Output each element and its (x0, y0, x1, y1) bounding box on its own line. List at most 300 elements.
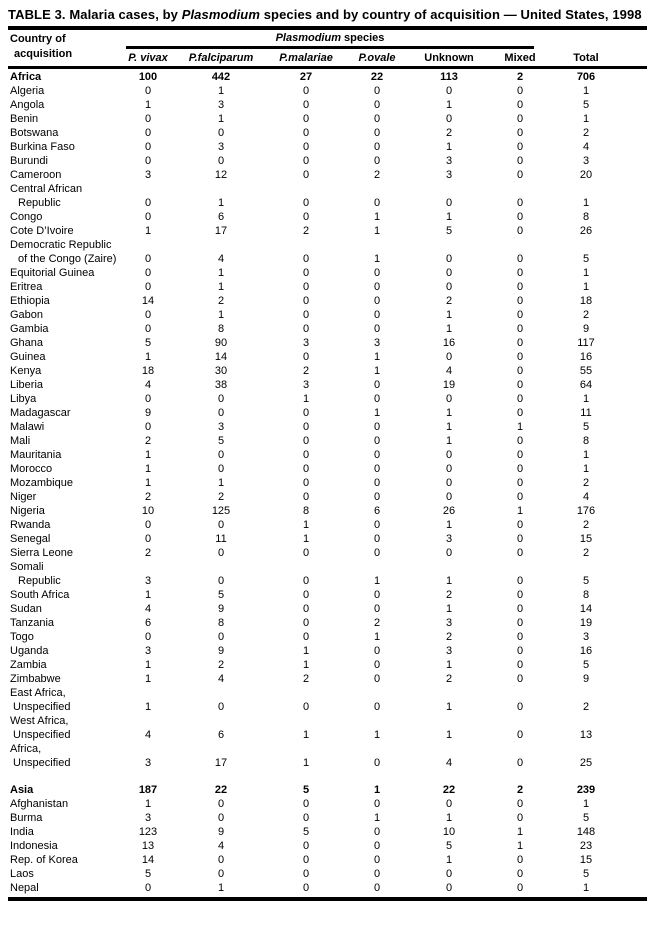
country-cell: Indonesia (10, 840, 58, 852)
p-vivax-cell: 2 (144, 491, 152, 503)
total-cell: 8 (582, 211, 590, 223)
p-malariae-cell: 0 (302, 547, 310, 559)
p-ovale-cell: 1 (373, 407, 381, 419)
table-row (8, 266, 646, 280)
country-cell: Mali (10, 435, 31, 447)
p-ovale-cell: 0 (373, 757, 381, 769)
unknown-cell: 26 (442, 505, 456, 517)
total-cell: 3 (582, 631, 590, 643)
p-vivax-cell: 187 (138, 784, 158, 796)
mixed-cell: 0 (516, 267, 524, 279)
p-malariae-cell: 5 (302, 784, 310, 796)
unknown-cell: 0 (445, 113, 453, 125)
p-malariae-cell: 0 (302, 169, 310, 181)
table-row (8, 182, 646, 210)
title-part2: species and by country of acquisition — United States, 1998 (260, 7, 642, 22)
p-falciparum-cell: 0 (217, 519, 225, 531)
mixed-cell: 0 (516, 547, 524, 559)
country-cell: Madagascar (10, 407, 71, 419)
country-cell: Congo (10, 211, 43, 223)
table-row (8, 392, 646, 406)
p-ovale-cell: 0 (373, 603, 381, 615)
country-cell: Tanzania (10, 617, 55, 629)
unknown-cell: 0 (445, 868, 453, 880)
country-cell: Kenya (10, 365, 42, 377)
country-cell: Laos (10, 868, 34, 880)
p-ovale-cell: 0 (373, 645, 381, 657)
unknown-cell: 1 (445, 435, 453, 447)
total-cell: 26 (579, 225, 593, 237)
p-falciparum-cell: 1 (217, 309, 225, 321)
p-falciparum-cell: 30 (214, 365, 228, 377)
p-ovale-cell: 0 (373, 854, 381, 866)
p-malariae-cell: 1 (302, 645, 310, 657)
mixed-cell: 0 (516, 533, 524, 545)
p-falciparum-cell: 0 (217, 407, 225, 419)
mixed-cell: 0 (516, 701, 524, 713)
p-vivax-cell: 0 (144, 267, 152, 279)
country-cell: Cameroon (10, 169, 62, 181)
p-falciparum-cell: 0 (217, 631, 225, 643)
country-cell: Burma (10, 812, 43, 824)
p-malariae-cell: 0 (302, 854, 310, 866)
p-vivax-cell: 0 (144, 309, 152, 321)
table-row (8, 783, 646, 797)
table-row (8, 210, 646, 224)
total-cell: 5 (582, 812, 590, 824)
p-falciparum-cell: 5 (217, 589, 225, 601)
p-vivax-cell: 3 (144, 645, 152, 657)
species-group-rest: species (340, 32, 385, 44)
table-row (8, 644, 646, 658)
p-vivax-cell: 10 (141, 505, 155, 517)
unknown-cell: 1 (445, 812, 453, 824)
total-cell: 5 (582, 868, 590, 880)
mixed-cell: 0 (516, 323, 524, 335)
unknown-cell: 3 (445, 617, 453, 629)
p-malariae-cell: 1 (302, 393, 310, 405)
unknown-cell: 2 (445, 589, 453, 601)
p-vivax-cell: 1 (144, 673, 152, 685)
country-cell: West Africa, Unspecified (10, 715, 71, 741)
mixed-cell: 0 (516, 309, 524, 321)
table-row (8, 881, 646, 895)
p-falciparum-cell: 0 (217, 155, 225, 167)
table-row (8, 504, 646, 518)
unknown-cell: 1 (445, 701, 453, 713)
country-cell: Asia (10, 784, 34, 796)
p-vivax-cell: 0 (144, 533, 152, 545)
table-row (8, 742, 646, 770)
country-cell: Malawi (10, 421, 45, 433)
mixed-cell: 2 (516, 71, 524, 83)
p-malariae-cell: 1 (302, 519, 310, 531)
total-cell: 15 (579, 854, 593, 866)
p-falciparum-cell: 5 (217, 435, 225, 447)
unknown-cell: 1 (445, 575, 453, 587)
unknown-cell: 1 (445, 854, 453, 866)
unknown-cell: 1 (445, 603, 453, 615)
p-malariae-cell: 0 (302, 211, 310, 223)
p-vivax-cell: 0 (144, 421, 152, 433)
p-ovale-cell: 1 (373, 211, 381, 223)
p-vivax-cell: 6 (144, 617, 152, 629)
p-ovale-cell: 0 (373, 295, 381, 307)
table-row (8, 238, 646, 266)
mixed-cell: 0 (516, 868, 524, 880)
total-cell: 5 (582, 421, 590, 433)
p-falciparum-cell: 11 (215, 533, 227, 545)
p-malariae-cell: 2 (302, 365, 310, 377)
p-malariae-cell: 27 (299, 71, 313, 83)
table-row (8, 797, 646, 811)
unknown-cell: 4 (445, 365, 453, 377)
p-ovale-cell: 1 (373, 253, 381, 265)
p-falciparum-cell: 0 (217, 812, 225, 824)
p-falciparum-cell: 0 (217, 798, 225, 810)
p-vivax-cell: 0 (144, 113, 152, 125)
p-vivax-cell: 3 (144, 812, 152, 824)
mixed-cell: 0 (516, 631, 524, 643)
p-falciparum-cell: 9 (217, 645, 225, 657)
country-cell: Equitorial Guinea (10, 267, 95, 279)
p-falciparum-cell: 17 (214, 225, 228, 237)
total-cell: 1 (582, 449, 590, 461)
p-falciparum-cell: 9 (217, 826, 225, 838)
total-cell: 1 (582, 113, 590, 125)
p-falciparum-cell: 0 (217, 868, 225, 880)
table-row (8, 560, 646, 588)
country-cell: Zambia (10, 659, 47, 671)
total-cell: 8 (582, 435, 590, 447)
p-ovale-cell: 0 (373, 701, 381, 713)
p-malariae-cell: 0 (302, 701, 310, 713)
total-cell: 2 (582, 309, 590, 321)
unknown-cell: 0 (445, 267, 453, 279)
total-cell: 4 (582, 491, 590, 503)
p-ovale-cell: 0 (373, 155, 381, 167)
p-ovale-cell: 0 (373, 113, 381, 125)
country-cell: Burkina Faso (10, 141, 75, 153)
p-falciparum-cell: 6 (217, 211, 225, 223)
table-row (8, 294, 646, 308)
unknown-cell: 0 (445, 253, 453, 265)
total-cell: 9 (582, 673, 590, 685)
country-cell: Morocco (10, 463, 53, 475)
p-falciparum-cell: 0 (217, 701, 225, 713)
unknown-cell: 1 (445, 323, 453, 335)
p-vivax-cell: 0 (144, 211, 152, 223)
p-falciparum-cell: 0 (217, 463, 225, 475)
mixed-cell: 0 (516, 379, 524, 391)
total-cell: 1 (582, 463, 590, 475)
unknown-cell: 1 (445, 407, 453, 419)
unknown-cell: 3 (445, 533, 453, 545)
p-ovale-cell: 0 (373, 882, 381, 894)
country-cell: Somali Republic (10, 561, 61, 587)
p-falciparum-cell: 17 (214, 757, 228, 769)
mixed-cell: 1 (516, 505, 524, 517)
total-cell: 1 (582, 393, 590, 405)
unknown-cell: 0 (445, 463, 453, 475)
p-malariae-cell: 0 (302, 463, 310, 475)
total-cell: 1 (582, 197, 590, 209)
table-row (8, 350, 646, 364)
total-cell: 1 (582, 281, 590, 293)
country-cell: Liberia (10, 379, 44, 391)
total-cell: 14 (579, 603, 593, 615)
total-cell: 13 (579, 729, 593, 741)
p-ovale-cell: 0 (373, 533, 381, 545)
p-ovale-cell: 0 (373, 449, 381, 461)
table-row (8, 686, 646, 714)
p-malariae-cell: 5 (302, 826, 310, 838)
country-cell: Botswana (10, 127, 59, 139)
p-falciparum-cell: 0 (217, 575, 225, 587)
total-cell: 1 (582, 267, 590, 279)
unknown-cell: 2 (445, 295, 453, 307)
p-falciparum-cell: 0 (217, 854, 225, 866)
table-row (8, 672, 646, 686)
total-cell: 2 (582, 547, 590, 559)
mixed-cell: 0 (516, 617, 524, 629)
mixed-cell: 2 (516, 784, 524, 796)
p-ovale-cell: 0 (373, 491, 381, 503)
unknown-cell: 19 (442, 379, 456, 391)
p-falciparum-cell: 0 (217, 393, 225, 405)
p-vivax-cell: 13 (141, 840, 155, 852)
total-cell: 2 (582, 519, 590, 531)
country-cell: Ethiopia (10, 295, 50, 307)
p-falciparum-cell: 1 (217, 85, 225, 97)
country-cell: Togo (10, 631, 34, 643)
p-vivax-cell: 1 (144, 463, 152, 475)
p-malariae-cell: 1 (302, 533, 310, 545)
mixed-cell: 0 (516, 365, 524, 377)
p-ovale-cell: 2 (373, 617, 381, 629)
mixed-cell: 0 (516, 882, 524, 894)
p-malariae-cell: 0 (302, 631, 310, 643)
unknown-cell: 10 (442, 826, 456, 838)
mixed-cell: 0 (516, 393, 524, 405)
mixed-cell: 0 (516, 407, 524, 419)
mixed-cell: 0 (516, 435, 524, 447)
p-malariae-cell: 1 (302, 757, 310, 769)
country-cell: India (10, 826, 34, 838)
total-cell: 706 (576, 71, 596, 83)
p-malariae-cell: 0 (302, 197, 310, 209)
unknown-cell: 0 (445, 281, 453, 293)
country-header-line2: acquisition (14, 48, 73, 60)
p-vivax-cell: 0 (144, 155, 152, 167)
p-malariae-cell: 3 (302, 379, 310, 391)
unknown-cell: 5 (445, 225, 453, 237)
p-ovale-cell: 0 (373, 281, 381, 293)
table-row (8, 490, 646, 504)
p-vivax-cell: 14 (141, 295, 155, 307)
unknown-cell: 1 (445, 99, 453, 111)
species-group-header (126, 30, 556, 49)
total-cell: 176 (576, 505, 596, 517)
mixed-cell: 0 (516, 127, 524, 139)
p-malariae-cell: 0 (302, 351, 310, 363)
p-malariae-cell: 0 (302, 421, 310, 433)
p-ovale-cell: 6 (373, 505, 381, 517)
mixed-cell: 0 (516, 673, 524, 685)
total-cell: 64 (579, 379, 593, 391)
country-cell: Libya (10, 393, 37, 405)
country-cell: Nigeria (10, 505, 45, 517)
p-falciparum-cell: 2 (217, 659, 225, 671)
p-ovale-cell: 0 (373, 99, 381, 111)
country-cell: Algeria (10, 85, 45, 97)
p-malariae-cell: 0 (302, 267, 310, 279)
country-cell: Mauritania (10, 449, 62, 461)
table-row (8, 714, 646, 742)
country-cell: Central African Republic (10, 183, 83, 209)
table-bottom-rule (8, 897, 647, 901)
p-vivax-cell: 1 (144, 449, 152, 461)
p-malariae-cell: 0 (302, 407, 310, 419)
table-row (8, 839, 646, 853)
p-falciparum-cell: 14 (214, 351, 228, 363)
country-cell: Rwanda (10, 519, 51, 531)
mixed-cell: 0 (516, 155, 524, 167)
mixed-cell: 0 (516, 99, 524, 111)
title-part1: TABLE 3. Malaria cases, by (8, 7, 182, 22)
p-malariae-cell: 0 (302, 323, 310, 335)
total-cell: 16 (579, 645, 593, 657)
p-ovale-cell: 2 (373, 169, 381, 181)
p-vivax-cell: 3 (144, 169, 152, 181)
country-cell: Uganda (10, 645, 49, 657)
p-falciparum-cell: 4 (217, 253, 225, 265)
unknown-cell: 0 (445, 351, 453, 363)
unknown-cell: 0 (445, 197, 453, 209)
p-ovale-cell: 0 (373, 127, 381, 139)
table-row (8, 588, 646, 602)
p-ovale-cell: 1 (373, 631, 381, 643)
p-vivax-cell: 0 (144, 631, 152, 643)
p-falciparum-cell: 6 (217, 729, 225, 741)
unknown-cell: 0 (445, 882, 453, 894)
p-falciparum-cell: 4 (217, 673, 225, 685)
p-malariae-cell: 0 (302, 589, 310, 601)
unknown-cell: 3 (445, 155, 453, 167)
mixed-cell: 0 (516, 854, 524, 866)
country-cell: Gambia (10, 323, 49, 335)
p-malariae-cell: 0 (302, 882, 310, 894)
p-vivax-cell: 1 (144, 589, 152, 601)
col-header-p-ovale: P.ovale (358, 52, 396, 64)
mixed-cell: 0 (516, 295, 524, 307)
total-cell: 8 (582, 589, 590, 601)
total-column-header: Total (573, 52, 599, 64)
p-vivax-cell: 1 (144, 225, 152, 237)
p-ovale-cell: 1 (373, 729, 381, 741)
mixed-cell: 0 (516, 659, 524, 671)
p-ovale-cell: 0 (373, 421, 381, 433)
unknown-cell: 1 (445, 141, 453, 153)
table-title (8, 6, 647, 24)
p-vivax-cell: 1 (144, 659, 152, 671)
table-row (8, 630, 646, 644)
table-row (8, 448, 646, 462)
p-malariae-cell: 0 (302, 435, 310, 447)
unknown-cell: 2 (445, 673, 453, 685)
mixed-cell: 0 (516, 491, 524, 503)
total-cell: 5 (582, 659, 590, 671)
total-cell: 2 (582, 127, 590, 139)
p-falciparum-cell: 12 (214, 169, 228, 181)
p-malariae-cell: 0 (302, 85, 310, 97)
p-vivax-cell: 9 (144, 407, 152, 419)
country-column-header (8, 30, 126, 66)
table-row (8, 84, 646, 98)
p-vivax-cell: 1 (144, 477, 152, 489)
p-falciparum-cell: 2 (217, 295, 225, 307)
table-row (8, 518, 646, 532)
p-ovale-cell: 0 (373, 393, 381, 405)
p-falciparum-cell: 125 (211, 505, 231, 517)
mixed-cell: 0 (516, 113, 524, 125)
table-row (8, 532, 646, 546)
p-ovale-cell: 0 (373, 141, 381, 153)
table-row (8, 853, 646, 867)
p-ovale-cell: 1 (373, 812, 381, 824)
mixed-cell: 0 (516, 575, 524, 587)
total-cell: 15 (579, 533, 593, 545)
country-cell: Sierra Leone (10, 547, 73, 559)
p-falciparum-cell: 1 (217, 267, 225, 279)
p-falciparum-cell: 1 (217, 477, 225, 489)
total-cell: 11 (580, 407, 592, 419)
table-row (8, 322, 646, 336)
p-falciparum-cell: 3 (217, 141, 225, 153)
mixed-cell: 0 (516, 253, 524, 265)
country-cell: Democratic Republic of the Congo (Zaire) (10, 239, 117, 265)
p-falciparum-cell: 1 (217, 281, 225, 293)
p-vivax-cell: 0 (144, 127, 152, 139)
unknown-cell: 4 (445, 757, 453, 769)
table-row (8, 154, 646, 168)
p-malariae-cell: 0 (302, 812, 310, 824)
table-row (8, 336, 646, 350)
p-vivax-cell: 4 (144, 379, 152, 391)
total-cell: 25 (579, 757, 593, 769)
country-cell: Angola (10, 99, 45, 111)
p-falciparum-cell: 4 (217, 840, 225, 852)
p-falciparum-cell: 3 (217, 421, 225, 433)
p-malariae-cell: 0 (302, 449, 310, 461)
mixed-cell: 0 (516, 589, 524, 601)
p-ovale-cell: 0 (373, 659, 381, 671)
mixed-cell: 0 (516, 197, 524, 209)
country-cell: Zimbabwe (10, 673, 61, 685)
p-vivax-cell: 2 (144, 435, 152, 447)
country-cell: Gabon (10, 309, 44, 321)
p-falciparum-cell: 22 (214, 784, 228, 796)
table-row (8, 602, 646, 616)
mixed-cell: 1 (516, 826, 524, 838)
p-falciparum-cell: 2 (217, 491, 225, 503)
unknown-cell: 1 (445, 729, 453, 741)
unknown-cell: 5 (445, 840, 453, 852)
unknown-cell: 0 (445, 393, 453, 405)
country-cell: Rep. of Korea (10, 854, 78, 866)
p-vivax-cell: 2 (144, 547, 152, 559)
species-group-label (126, 30, 534, 49)
